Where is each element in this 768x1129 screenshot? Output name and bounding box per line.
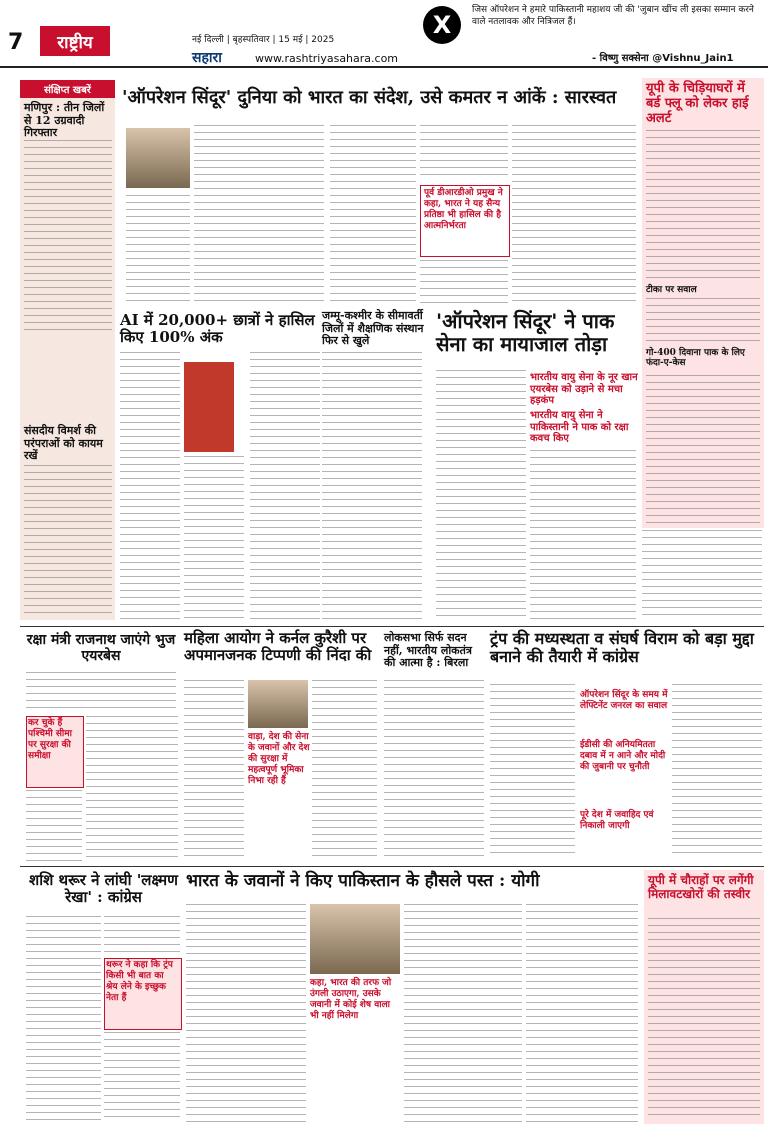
yogi-body-col3 [404,904,522,1122]
lead-pullquote: पूर्व डीआरडीओ प्रमुख ने कहा, भारत ने यह सैन्य प्रतिष्ठा भी हासिल की है आत्मनिर्भरता [424,188,503,231]
adulteration-body [648,918,760,1120]
birla-headline: लोकसभा सिर्फ सदन नहीं, भारतीय लोकतंत्र की आत्मा है : बिरला [384,631,472,670]
tharoor-body-col1 [26,916,101,1122]
congress-trump-headline: ट्रंप की मध्यस्थता व संघर्ष विराम को बड़ा मुद्दा बनाने की तैयारी में कांग्रेस [490,629,754,667]
adulteration-headline: यूपी में चौराहों पर लगेंगी मिलावटखोरों की तस्वीर [648,873,754,901]
birdflu-headline: यूपी के चिड़ियाघरों में बर्ड फ्लू को लेकर हाई अलर्ट [646,81,749,126]
women-photo [248,680,308,728]
tharoor-body-col2a [104,916,180,954]
women-body-col3 [312,680,377,860]
section-label: राष्ट्रीय [40,26,110,56]
website-url[interactable]: www.rashtriyasahara.com [255,52,399,65]
rajnath-pullquote: कर चुके हैं पश्चिमी सीमा पर सुरक्षा की समीक्षा [28,718,72,761]
yogi-photo [310,904,400,974]
brief-headline-parliament: संसदीय विमर्श की परंपराओं को कायम रखें [24,424,103,463]
lead-body-col3 [420,125,508,180]
yogi-pullquote: कहा, भारत की तरफ जो उंगली उठाएगा, उसके जवानी में कोई शेष वाला भी नहीं मिलेगा [310,978,392,1021]
lead-body-col3b [420,260,508,303]
lead-body-col0 [126,195,190,303]
women-body-col1 [184,680,244,860]
jk-body [322,352,422,622]
brief-news-tag: संक्षिप्त खबरें [20,80,115,98]
tharoor-headline: शशि थरूर ने लांघी 'लक्ष्मण रेखा' : कांग्रेस [29,871,178,907]
congress-body-col1 [490,684,575,859]
yogi-headline: भारत के जवानों ने किए पाकिस्तान के हौसले पस्त : योगी [186,871,540,891]
yogi-body-col1 [186,904,306,1122]
rajnath-body-top [26,672,176,712]
congress-pullquote-3: पूरे देश में जवाहिद एवं निकाली जाएगी [580,810,654,831]
edition-date: नई दिल्ली | बृहस्पतिवार | 15 मई | 2025 [192,35,335,45]
portrait-photo [126,128,190,188]
congress-pullquote-1: ऑपरेशन सिंदूर के समय में लेफ्टिनेंट जनरल का सवाल [580,690,668,711]
women-pullquote: वाड़ा, देश की सेना के जवानों और देश की सुरक्षा में महत्वपूर्ण भूमिका निभा रही हैं [248,732,310,786]
page-number: 7 [8,30,24,55]
ai-body-col3 [250,352,320,622]
lead-body-col1 [194,125,324,303]
rajnath-body-left [26,790,82,861]
ai-headline: AI में 20,000+ छात्रों ने हासिल किए 100% अंक [120,311,315,347]
rajnath-body [86,716,178,861]
operation-pullquote-1: भारतीय वायु सेना के नूर खान एयरबेस को उड़ाने से मचा हड़कंप [530,372,638,406]
birdflu-body3 [646,375,760,525]
ai-photo [184,362,234,452]
congress-pullquote-2: ईडीसी की अनियमितता दबाव में न आने और मोदी की जुबानी पर चुनौती [580,740,666,772]
lead-headline: 'ऑपरेशन सिंदूर' दुनिया को भारत का संदेश, उसे कमतर न आंकें : सारस्वत [122,87,617,108]
birdflu-body [646,130,760,280]
birdflu-body2 [646,298,760,343]
quote-author: - विष्णु सक्सेना @Vishnu_Jain1 [592,53,734,64]
jk-headline: जम्मू-कश्मीर के सीमावर्ती जिलों में शैक्षणिक संस्थान फिर से खुले [322,309,424,348]
masthead [0,0,768,68]
newspaper-brand: सहारा [192,50,222,66]
right-col-extra-body [642,530,762,620]
rajnath-headline: रक्षा मंत्री राजनाथ जाएंगे भुज एयरबेस [26,632,176,665]
lead-body-col2 [330,125,416,303]
row-divider [20,626,764,627]
brief-headline-manipur: मणिपुर : तीन जिलों से 12 उग्रवादी गिरफ्तार [24,101,105,140]
operation-body-col2 [530,450,636,620]
brief-body-manipur [24,140,112,330]
tharoor-pullquote: थरूर ने कहा कि ट्रंप किसी भी बात का श्रेय लेने के इच्छुक नेता हैं [106,960,173,1003]
x-logo-icon: X [423,6,461,44]
congress-body-col3 [672,684,762,859]
birla-body [384,680,484,860]
brief-body-parliament [24,465,112,615]
yogi-body-col4 [526,904,638,1122]
lead-body-col4 [512,125,636,303]
header-quote: जिस ऑपरेशन ने हमारे पाकिस्तानी महाशय जी की 'जुबान खींच ली इसका सम्मान करने वाले नतलावक और नित्रिजल हैं। [472,5,754,27]
row-divider-2 [20,866,764,867]
ai-body-col1 [120,352,180,622]
tharoor-body-col2b [104,1032,180,1122]
birdflu-subhead2: गो-400 दिवाना पाक के लिए फंदा-ए-केस [646,348,745,369]
operation-body-col1 [436,370,526,620]
ai-body-col2 [184,456,244,622]
women-commission-headline: महिला आयोग ने कर्नल कुरैशी पर अपमानजनक टिप्पणी की निंदा की [184,629,372,665]
birdflu-subhead: टीका पर सवाल [646,285,697,295]
operation-headline: 'ऑपरेशन सिंदूर' ने पाक सेना का मायाजाल तोड़ा [436,309,615,356]
operation-pullquote-2: भारतीय वायु सेना ने पाकिस्तानी ने पाक को रक्षा कवच किए [530,410,629,444]
